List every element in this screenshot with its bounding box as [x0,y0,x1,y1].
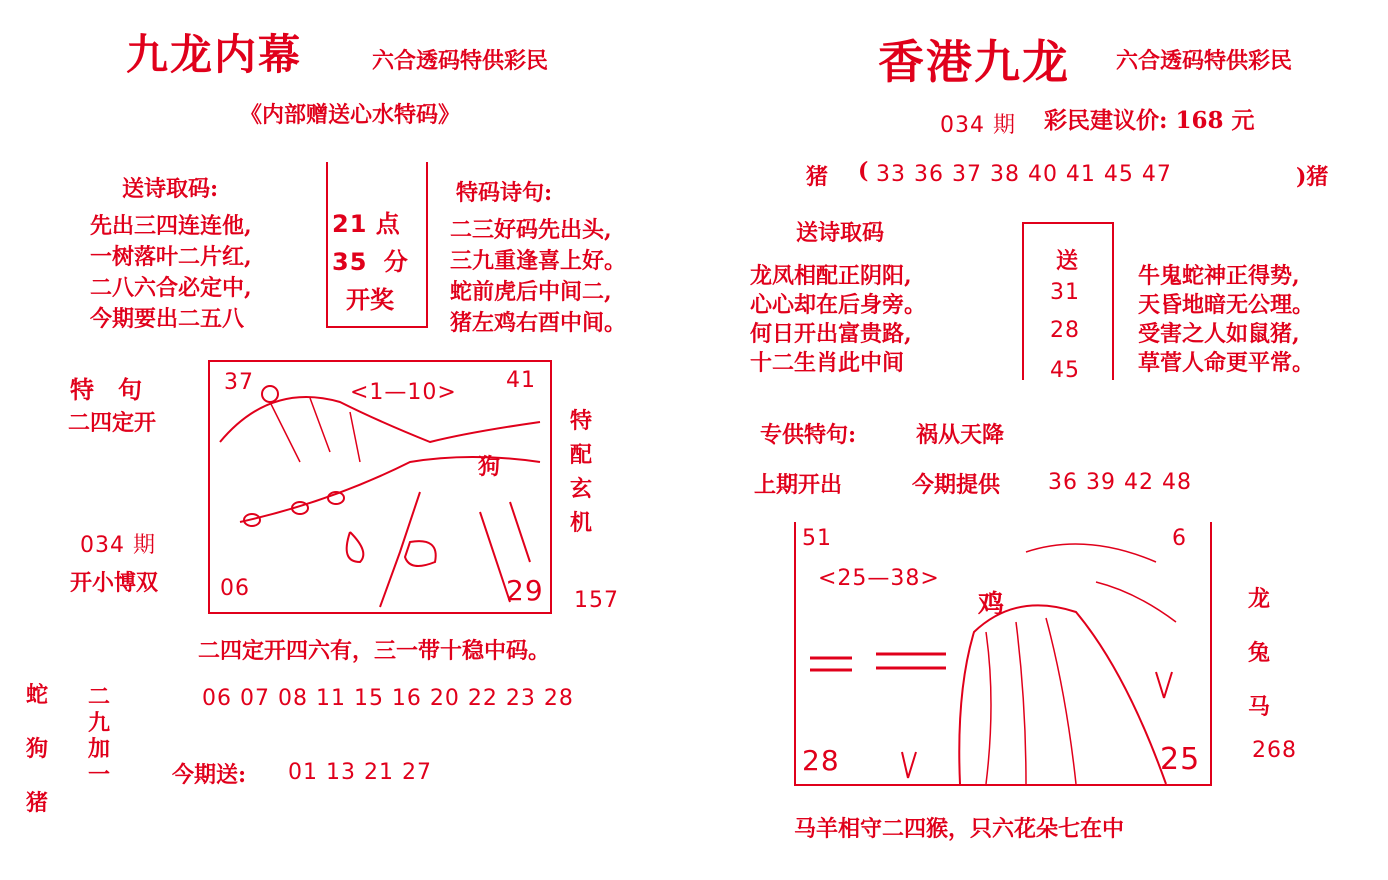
right-special-text: 祸从天降 [916,422,1005,448]
poem-line: 猪左鸡右酉中间。 [450,310,627,336]
zodiac-item: 蛇 [26,682,49,708]
poem-line: 牛鬼蛇神正得势, [1138,263,1300,289]
poem-line: 龙凤相配正阴阳, [750,263,912,289]
poem-line: 三九重逢喜上好。 [450,248,627,274]
pic-top-left-number: 37 [224,370,254,395]
pic-bottom-right-number: 29 [506,574,544,607]
poem-line: 受害之人如鼠猪, [1138,321,1300,347]
extra-item: 一 [88,762,111,788]
poem-line: 草菅人命更平常。 [1138,350,1315,376]
left-send-label: 今期送: [172,762,247,788]
pic-bottom-left-number: 28 [802,744,840,777]
poem-line: 一树落叶二片红, [90,244,252,270]
right-poem-heading: 送诗取码 [796,220,885,246]
left-special-poem [450,215,626,339]
poem-line: 二八六合必定中, [90,275,252,301]
right-poem-right [1138,262,1314,378]
left-poem [90,211,252,335]
right-footer: 马羊相守二四猴，只六花朵七在中 [794,816,1125,842]
time-minute-label: 分 [383,247,408,276]
left-phrase-heading: 特 句 [70,375,142,404]
right-last-label: 上期开出 [754,472,843,498]
left-summary: 二四定开四六有，三一带十稳中码。 [198,638,551,664]
poem-line: 何日开出富贵路, [750,321,912,347]
send-box [1022,222,1114,383]
right-side-number: 268 [1252,738,1297,763]
pic-word: 狗 [478,454,501,480]
pig-open-paren: ( [858,158,869,184]
left-bet-text: 开小博双 [70,570,159,596]
left-numbers: 06 07 08 11 15 16 20 22 23 28 [202,686,574,711]
pig-numbers: 33 36 37 38 40 41 45 47 [876,162,1172,187]
pic-word: 鸡 [978,590,1005,620]
pic-top-left-number: 51 [802,526,832,551]
pig-right-label: )猪 [1296,164,1329,190]
right-price: 彩民建议价: 168 元 [1044,107,1255,134]
right-issue: 034 期 [940,113,1016,138]
left-issue: 034 期 [80,533,156,558]
right-tagline: 六合透码特供彩民 [1116,48,1293,74]
left-send-numbers: 01 13 21 27 [288,760,432,785]
right-special-label: 专供特句: [760,422,857,448]
left-side-number: 157 [574,588,619,613]
left-special-heading: 特码诗句: [456,180,553,206]
zodiac-item: 狗 [26,736,49,762]
left-side-vertical: 特配玄机 [569,408,592,536]
zodiac-vertical [26,668,48,830]
poem-line: 先出三四连连他, [90,213,252,239]
time-hour: 21 [332,210,368,238]
poem-line: 十二生肖此中间 [750,350,905,376]
right-side-vertical [1248,572,1270,734]
poem-line: 天昏地暗无公理。 [1138,292,1315,318]
time-minute: 35 [332,248,368,276]
poem-line: 心心却在后身旁。 [750,292,927,318]
send-number: 31 [1050,280,1080,305]
right-poem-left [750,262,926,378]
right-offer-label: 今期提供 [912,472,1001,498]
pic-range: <25—38> [818,566,940,591]
left-phrase-text: 二四定开 [68,410,157,436]
zodiac-item: 马 [1248,694,1271,720]
extra-item: 九 [88,710,111,736]
poem-line: 二三好码先出头, [450,217,612,243]
draw-label: 开奖 [346,285,394,314]
left-hint-picture [208,360,552,614]
pic-bottom-left-number: 06 [220,576,250,601]
poem-line: 蛇前虎后中间二, [450,279,612,305]
left-subtitle: 《内部赠送心水特码》 [240,102,461,128]
extra-vertical [88,684,110,788]
send-label: 送 [1056,248,1079,274]
left-poem-heading: 送诗取码: [122,176,219,202]
left-tagline: 六合透码特供彩民 [372,48,549,74]
right-sketch [796,522,1210,784]
draw-time-box [326,162,428,328]
extra-item: 加 [88,736,111,762]
pic-bottom-right-number: 25 [1160,742,1201,777]
zodiac-item: 龙 [1248,586,1271,612]
pic-top-right-number: 6 [1172,526,1187,551]
pic-top-right-number: 41 [506,368,536,393]
extra-item: 二 [88,684,111,710]
right-hint-picture [794,522,1212,786]
right-title: 香港九龙 [878,35,1070,89]
pic-range: <1—10> [350,380,457,405]
right-offer-numbers: 36 39 42 48 [1048,470,1192,495]
time-hour-label: 点 [375,209,400,238]
pig-left-label: 猪 [806,164,829,190]
poem-line: 今期要出二五八 [90,306,245,332]
zodiac-item: 兔 [1248,640,1271,666]
send-number: 45 [1050,358,1080,383]
send-number: 28 [1050,318,1080,343]
zodiac-item: 猪 [26,790,49,816]
left-title: 九龙内幕 [126,30,303,79]
